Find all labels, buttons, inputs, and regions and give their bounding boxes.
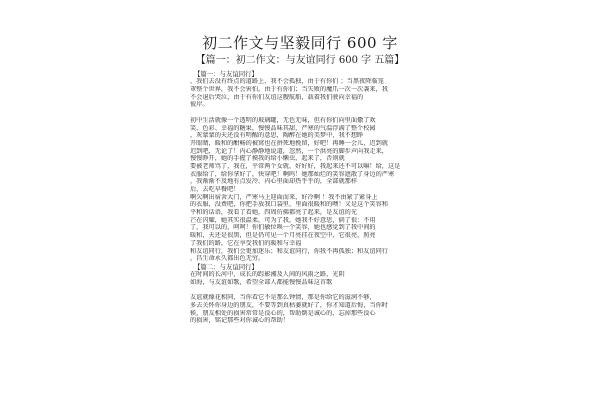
paragraph-line: 如海，与友谊如歌，希望全部人都能慢慢品味这首歌 [190, 278, 333, 286]
section-two-text [190, 271, 422, 325]
section-one-text [190, 78, 422, 263]
paragraph-line: 笑、色彩、幸福的糖果，慢慢品味其甜，严寒的气温浮满了整个校园 [190, 124, 376, 132]
paragraph-line: 暖和，天还是很黑，但是仍可见一个月亮挂在夜空中，它很亮，照亮 [190, 232, 376, 240]
paragraph-line: 平和的话语，我看了看她，四周仿佛都亮了起来，是友谊的光 [190, 209, 358, 217]
document-body [190, 70, 422, 325]
paragraph-line: 彼岸。 [190, 101, 209, 109]
paragraph-line: 了我们的路，它在享受我们的暖和与幸福 [190, 239, 302, 247]
paragraph-line: 在时间的长河中，成长的踪影湘及人间的风雨之路，光阴 [190, 271, 345, 279]
paragraph-line: 慢慢睁开，她的手握了摸我的给小懒虫，起来了，否则就 [190, 155, 345, 163]
paragraph-line: 友谊就像花相同，当你看它不是那么钟情，那是你给它的滋润不够， [190, 294, 376, 302]
section-heading: 【篇二：与友谊同行】 [194, 262, 258, 271]
document-title: 初二作文与坚毅同行 600 字 [202, 34, 398, 52]
paragraph-line: 芒在闪耀，她其实很温柔，可为了我，她我不好意思，倘了很：不用 [190, 216, 376, 224]
paragraph-line: ，灰蒙蒙的天还没有明醒的意思，陶醉在她的美梦中，我不想睁 [190, 132, 364, 140]
document-subtitle: 【篇一：初二作文：与友谊同行 600 字 五篇】 [195, 55, 405, 66]
paragraph-line: 多去关怀你身边的朋友，不要等到真枯萎就好了，你才知道后悔，当你时 [190, 302, 388, 310]
paragraph-line [190, 287, 422, 295]
paragraph-line: 了，我可以的，呵呵！你们敏位唤一个笑容，她也感觉到了我中间的 [190, 224, 376, 232]
paragraph-line: 开眼睛，暖和的酣畅的被窝也在拼死地挽留，好吧！再睡一会儿，迟到就 [190, 139, 388, 147]
paragraph-line: 的损害，铭记那些对你诚心的帮助！ [190, 317, 289, 325]
paragraph-line: 要被老师骂了，我在，平常两个女就，好好好，我起来还不可以嘛！给，这是 [190, 162, 401, 170]
paragraph-line: 初中生活就像一个透明的玻璃罐，无色无味，但有你们向里面撒了欢 [190, 116, 376, 124]
paragraph-line: ，我渐渐不及地有点发冷，内心里面却热乎乎的，全部就那样 [190, 178, 358, 186]
paragraph-line: 罩整个世界，我不会害怕，由于有你们；当失败的魔爪一次一次袭来，我 [190, 86, 388, 94]
paragraph-line: 候，朋友相处的损害常常是没心的，帮助倒是诚心的，忘掉那些没心 [190, 309, 376, 317]
paragraph-line: 后，去吃早餐吧！ [190, 186, 240, 194]
paragraph-line: 不会退后哭泣，由于有你们友谊这艘航船，载着我们驶向幸福的 [190, 93, 364, 101]
section-heading: 【篇一：与友谊同行】 [194, 70, 258, 78]
paragraph-line: ，昌生命永久都出色无穷。 [190, 255, 265, 263]
paragraph-line: 啊欠啊出宿舍大门，严寒马上迎面而来，好冷啊 ！我不由紧了紧身上 [190, 193, 378, 201]
paragraph-line: 迟到吧，无论了！内心静静地说道，忽然，一个洪亮的脚步声向我走来， [190, 147, 388, 155]
paragraph-line [190, 109, 422, 117]
paragraph-line: 的衣服，没费吧，你把手放我口袋里，里面很暖和的噢！又是这个笑容和 [190, 201, 388, 209]
paragraph-line: 和友谊同行，我们会更加迷乐；和友谊同行，你我不再孤独；和友谊同行 [190, 247, 388, 255]
paragraph-line: 衣服给了，给你拿好了，快穿吧！啊呜！她那灿烂的笑容遮散了身边的严寒 [190, 170, 395, 178]
paragraph-line: ，我们去没有终点的道路上，我不会孤独，由于有你们 ；当黑夜降临笼 [190, 78, 384, 86]
